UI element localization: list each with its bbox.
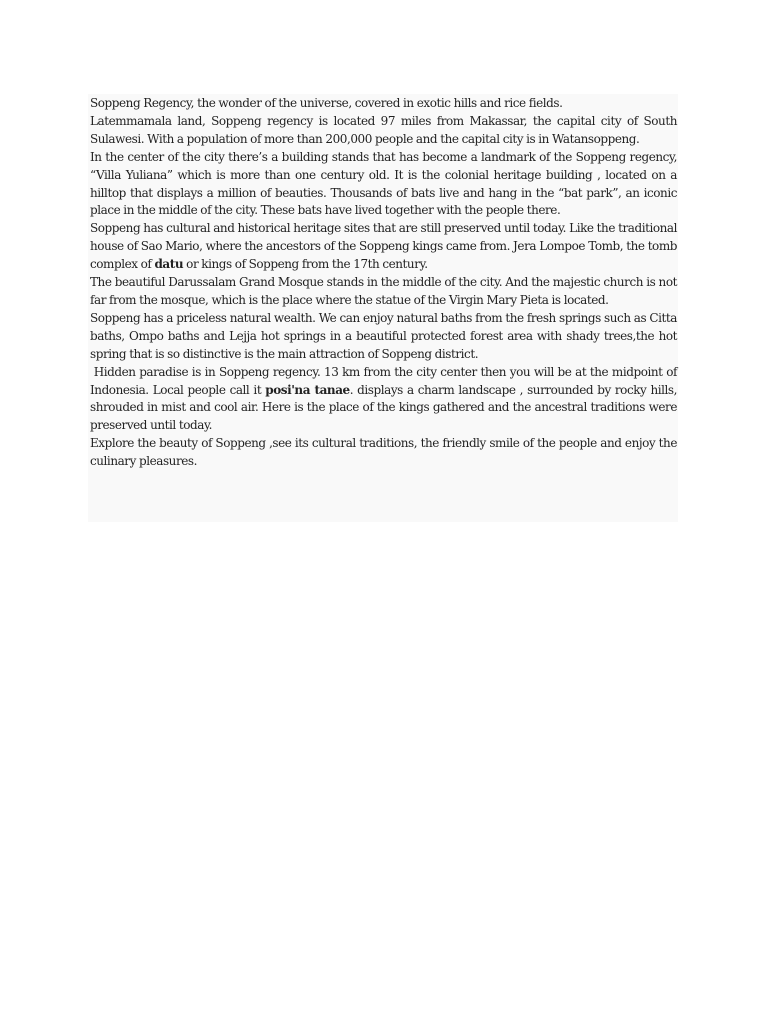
paragraph-latemmamala-text: Latemmamala land, Soppeng regency is located 97 miles from Makassar, the capital city of South Sulawesi. With a population of more than 200,000 people and the capital city is in Watansoppeng.: [90, 113, 677, 146]
article-text-block: [88, 94, 678, 522]
paragraph-hidden-paradise-bold-term: posi'na tanae: [265, 382, 350, 397]
paragraph-hidden-paradise: [90, 364, 677, 436]
paragraph-heritage-text-before: Soppeng has cultural and historical heritage sites that are still preserved until today. Like the traditional house of Sao Mario, where the ancestors of the Soppeng kings came from. Jera Lompoe Tomb, the tomb complex of: [90, 221, 677, 272]
paragraph-explore-text: Explore the beauty of Soppeng ,see its cultural traditions, the friendly smile of the people and enjoy the culinary pleasures.: [90, 436, 677, 469]
paragraph-heritage-bold-term: datu: [154, 257, 184, 272]
paragraph-hidden-paradise-text-after: . displays a charm landscape , surrounded by rocky hills, shrouded in mist and cool air. Here is the place of the kings gathered and the ancestral traditions were preserved until today.: [90, 382, 677, 433]
paragraph-heritage: [90, 220, 677, 274]
paragraph-intro-text: Soppeng Regency, the wonder of the universe, covered in exotic hills and rice fields.: [90, 96, 563, 110]
paragraph-villa-yuliana-text: In the center of the city there’s a building stands that has become a landmark of the Soppeng regency, “Villa Yuliana” which is more than one century old. It is the colonial heritage building , located on a hilltop that displays a million of beauties. Thousands of bats live and hang in the “bat park”, an iconic place in the middle of the city. These bats have lived together with the people there.: [90, 149, 677, 218]
paragraph-heritage-text-after: or kings of Soppeng from the 17th century.: [183, 257, 428, 272]
paragraph-nature-text: Soppeng has a priceless natural wealth. We can enjoy natural baths from the fresh springs such as Citta baths, Ompo baths and Lejja hot springs in a beautiful protected forest area with shady trees,the hot spring that is so distinctive is the main attraction of Soppeng district.: [90, 310, 677, 361]
paragraph-nature: [90, 310, 677, 364]
paragraph-mosque: [90, 274, 677, 310]
paragraph-explore: [90, 435, 677, 471]
paragraph-intro: [90, 95, 677, 113]
paragraph-latemmamala: [90, 113, 677, 149]
paragraph-villa-yuliana: [90, 149, 677, 221]
paragraph-hidden-paradise-text-before: Hidden paradise is in Soppeng regency. 13 km from the city center then you will be at the midpoint of Indonesia. Local people call it: [90, 364, 677, 397]
paragraph-mosque-text: The beautiful Darussalam Grand Mosque stands in the middle of the city. And the majestic church is not far from the mosque, which is the place where the statue of the Virgin Mary Pieta is located.: [90, 275, 677, 307]
